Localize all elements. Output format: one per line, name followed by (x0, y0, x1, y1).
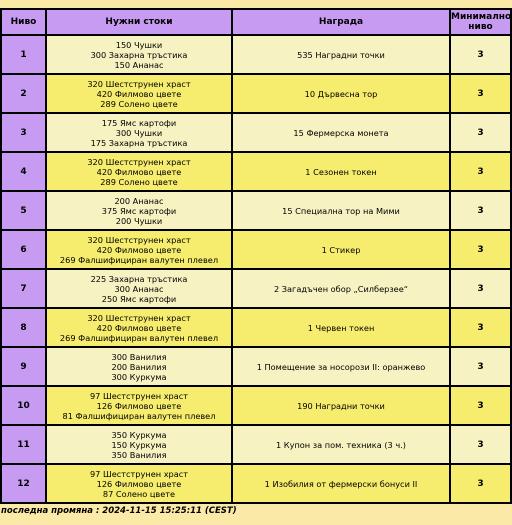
reward-cell: 15 Фермерска монета (233, 114, 449, 151)
min-level-cell: 3 (451, 231, 510, 268)
min-level-cell: 3 (451, 153, 510, 190)
reward-cell: 2 Загадъчен обор „Силберзее“ (233, 270, 449, 307)
table-row (2, 270, 510, 307)
table-row (2, 114, 510, 151)
required-good-item: 320 Шестструнен храст (87, 156, 191, 167)
required-good-item: 150 Ананас (114, 59, 164, 70)
min-level-cell: 3 (451, 192, 510, 229)
required-goods-cell (47, 348, 231, 385)
table-row (2, 426, 510, 463)
table-row (2, 348, 510, 385)
required-good-item: 420 Филмово цвете (96, 322, 182, 333)
table-row (2, 75, 510, 112)
required-good-item: 175 Захарна тръстика (90, 137, 188, 148)
required-goods-cell (47, 270, 231, 307)
required-good-item: 269 Фалшифициран валутен плевел (59, 332, 219, 343)
required-goods-cell (47, 426, 231, 463)
table-row (2, 231, 510, 268)
required-goods-cell (47, 465, 231, 502)
level-cell: 8 (2, 309, 45, 346)
required-good-item: 87 Солено цвете (102, 488, 176, 499)
reward-cell: 10 Дървесна тор (233, 75, 449, 112)
required-good-item: 175 Ямс картофи (101, 117, 177, 128)
table-row (2, 192, 510, 229)
required-goods-cell (47, 75, 231, 112)
min-level-cell: 3 (451, 348, 510, 385)
required-good-item: 200 Чушки (115, 215, 163, 226)
required-good-item: 420 Филмово цвете (96, 88, 182, 99)
level-cell: 10 (2, 387, 45, 424)
required-good-item: 300 Ананас (114, 283, 164, 294)
level-cell: 7 (2, 270, 45, 307)
level-cell: 1 (2, 36, 45, 73)
required-good-item: 97 Шестструнен храст (89, 468, 189, 479)
required-goods-cell (47, 309, 231, 346)
required-good-item: 350 Ванилия (111, 449, 167, 460)
required-good-item: 320 Шестструнен храст (87, 234, 191, 245)
required-good-item: 289 Солено цвете (100, 98, 178, 109)
required-good-item: 81 Фалшифициран валутен плевел (62, 410, 216, 421)
min-level-cell: 3 (451, 309, 510, 346)
reward-cell: 190 Наградни точки (233, 387, 449, 424)
table-row (2, 153, 510, 190)
required-goods-cell (47, 231, 231, 268)
required-goods-cell (47, 192, 231, 229)
level-cell: 4 (2, 153, 45, 190)
reward-cell: 1 Сезонен токен (233, 153, 449, 190)
required-goods-cell (47, 387, 231, 424)
required-good-item: 269 Фалшифициран валутен плевел (59, 254, 219, 265)
reward-cell: 1 Червен токен (233, 309, 449, 346)
table-row (2, 465, 510, 502)
required-goods-cell (47, 36, 231, 73)
required-goods-cell (47, 114, 231, 151)
required-good-item: 320 Шестструнен храст (87, 78, 191, 89)
min-level-cell: 3 (451, 36, 510, 73)
required-good-item: 420 Филмово цвете (96, 244, 182, 255)
required-good-item: 375 Ямс картофи (101, 205, 177, 216)
required-good-item: 225 Захарна тръстика (90, 273, 188, 284)
reward-cell: 1 Стикер (233, 231, 449, 268)
required-good-item: 300 Ванилия (111, 351, 167, 362)
min-level-cell: 3 (451, 270, 510, 307)
required-good-item: 200 Ванилия (111, 361, 167, 372)
required-good-item: 150 Куркума (111, 439, 167, 450)
reward-cell: 1 Помещение за носорози II: оранжево (233, 348, 449, 385)
level-cell: 9 (2, 348, 45, 385)
column-header-goods: Нужни стоки (47, 10, 231, 34)
reward-cell: 1 Изобилия от фермерски бонуси II (233, 465, 449, 502)
required-good-item: 320 Шестструнен храст (87, 312, 191, 323)
levels-table (0, 8, 512, 504)
reward-cell: 15 Специална тор на Мими (233, 192, 449, 229)
min-level-cell: 3 (451, 114, 510, 151)
min-level-cell: 3 (451, 387, 510, 424)
required-good-item: 126 Филмово цвете (96, 400, 182, 411)
table-row (2, 309, 510, 346)
column-header-reward: Награда (233, 10, 449, 34)
last-modified-note: последна промяна : 2024-11-15 15:25:11 (CEST) (1, 506, 237, 516)
reward-cell: 1 Купон за пом. техника (3 ч.) (233, 426, 449, 463)
min-level-cell: 3 (451, 426, 510, 463)
min-level-cell: 3 (451, 465, 510, 502)
required-good-item: 250 Ямс картофи (101, 293, 177, 304)
required-good-item: 300 Захарна тръстика (90, 49, 188, 60)
table-row (2, 36, 510, 73)
table-body (2, 36, 510, 502)
level-cell: 5 (2, 192, 45, 229)
level-cell: 6 (2, 231, 45, 268)
required-good-item: 420 Филмово цвете (96, 166, 182, 177)
required-good-item: 97 Шестструнен храст (89, 390, 189, 401)
min-level-cell: 3 (451, 75, 510, 112)
required-good-item: 300 Куркума (111, 371, 167, 382)
level-cell: 3 (2, 114, 45, 151)
level-cell: 12 (2, 465, 45, 502)
required-good-item: 350 Куркума (111, 429, 167, 440)
required-good-item: 150 Чушки (115, 39, 163, 50)
required-goods-cell (47, 153, 231, 190)
column-header-min-level: Минимално ниво (451, 12, 512, 32)
table-row (2, 387, 510, 424)
required-good-item: 289 Солено цвете (100, 176, 178, 187)
required-good-item: 300 Чушки (115, 127, 163, 138)
required-good-item: 126 Филмово цвете (96, 478, 182, 489)
level-cell: 2 (2, 75, 45, 112)
level-cell: 11 (2, 426, 45, 463)
required-good-item: 200 Ананас (114, 195, 164, 206)
column-header-level: Ниво (2, 10, 45, 34)
reward-cell: 535 Наградни точки (233, 36, 449, 73)
table-header-row (2, 10, 510, 34)
